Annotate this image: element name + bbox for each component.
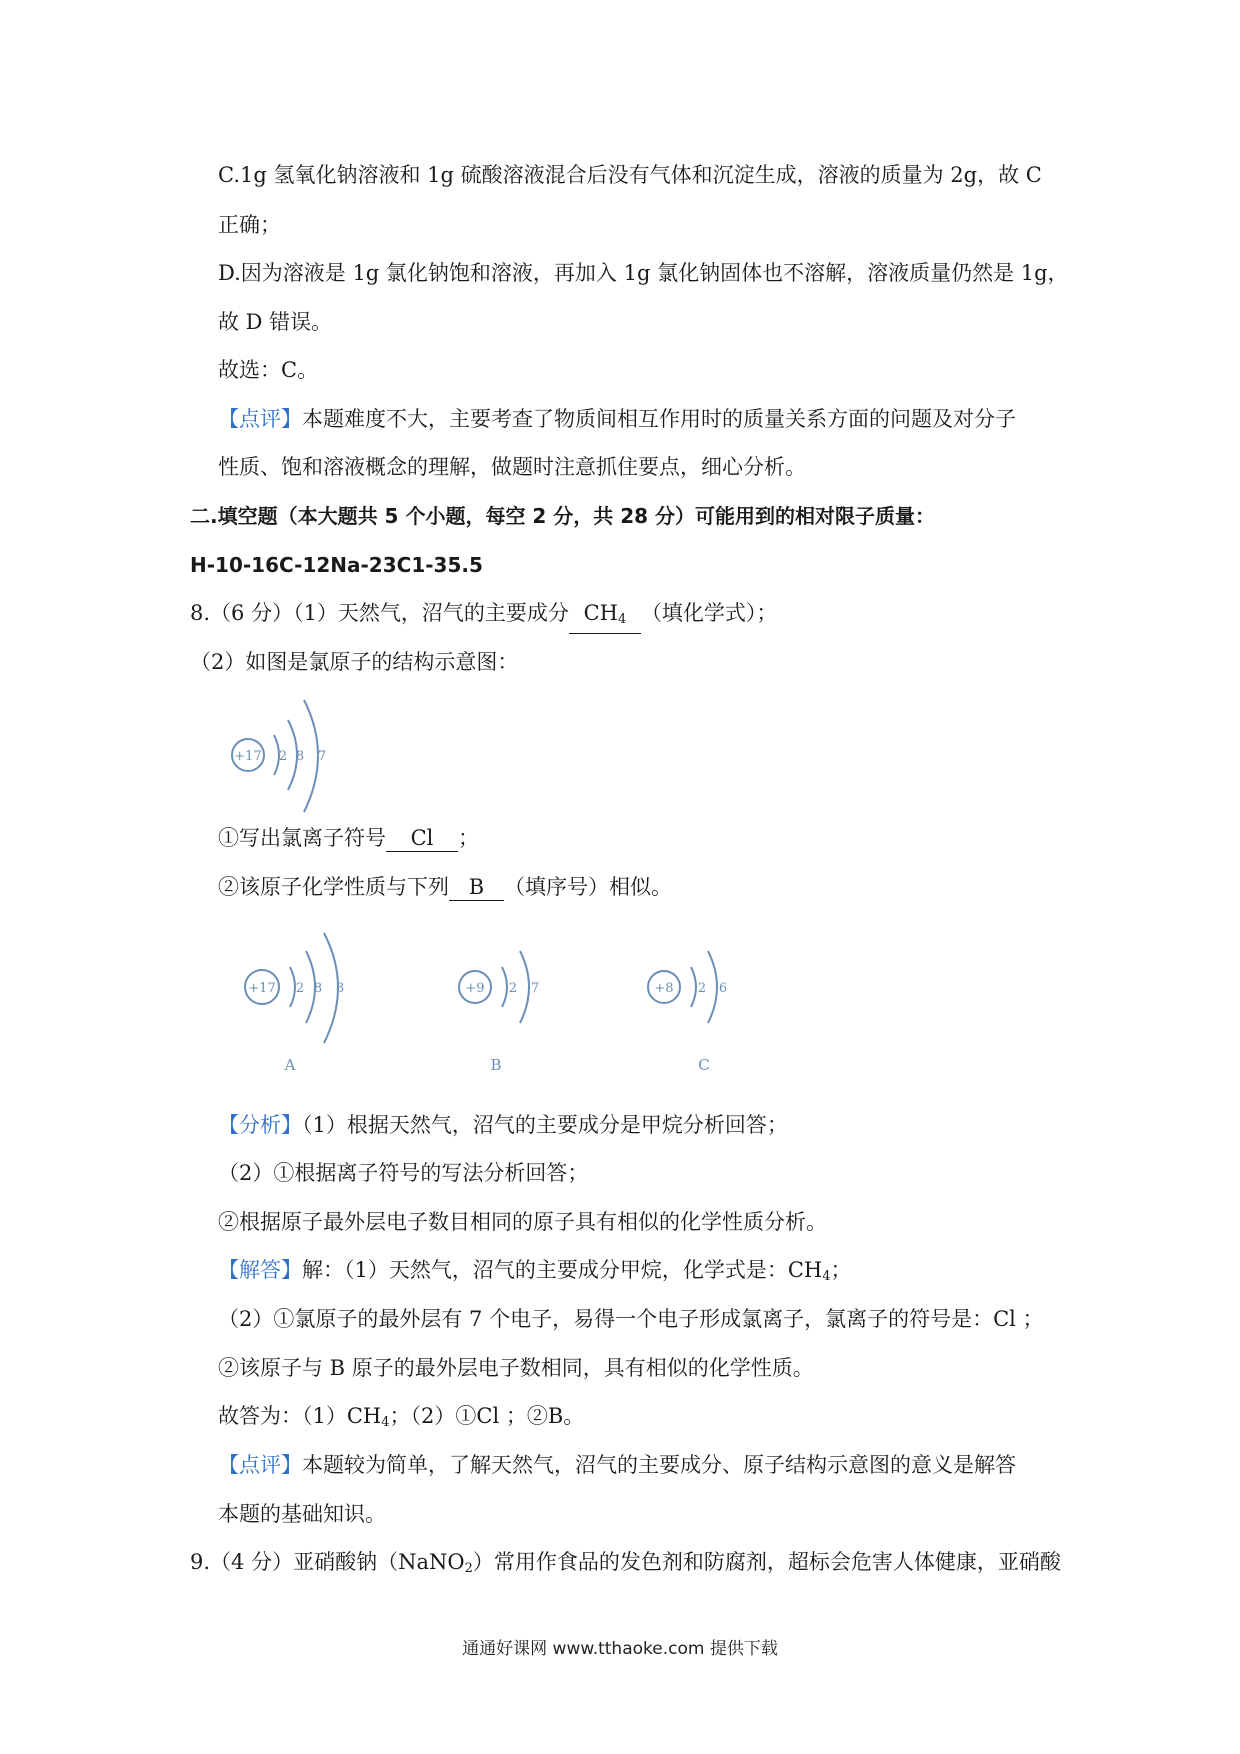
option-diagrams bbox=[230, 925, 770, 1085]
line-d-option: D.因为溶液是 1g 氯化钠饱和溶液，再加入 1g 氯化钠固体也不溶解，溶液质量仍然是 1g， bbox=[218, 261, 1069, 285]
question-9: 9.（4 分）亚硝酸钠（NaNO$_2$）常用作食品的发色剂和防腐剂，超标会危害人体健康，亚硝酸 bbox=[190, 1550, 1061, 1576]
review-1: 【点评】本题难度不大，主要考查了物质间相互作用时的质量关系方面的问题及对分子 bbox=[218, 407, 1016, 431]
question-8-part2: （2）如图是氯原子的结构示意图： bbox=[190, 650, 519, 674]
option-a-diagram bbox=[245, 933, 344, 1074]
answer-blank-cl: Cl bbox=[386, 825, 458, 852]
nucleus-label: +17 bbox=[234, 749, 262, 764]
shell-label: 2 bbox=[295, 981, 305, 996]
nucleus-label: +9 bbox=[465, 981, 485, 996]
shell-label: 8 bbox=[313, 981, 323, 996]
answer-3: ②该原子与 B 原子的最外层电子数相同，具有相似的化学性质。 bbox=[218, 1356, 814, 1380]
final-answer: 故答为：$(1)CH_4$；（2）①Cl ；②B。 bbox=[218, 1404, 585, 1430]
section-masses: H-10-16C-12Na-23C1-35.5 bbox=[190, 553, 483, 577]
section-heading: 二.填空题（本大题共 5 个小题，每空 2 分，共 28 分）可能用到的相对限子质量： bbox=[190, 504, 936, 528]
review-1-cont: 性质、饱和溶液概念的理解，做题时注意抓住要点，细心分析。 bbox=[218, 455, 806, 479]
page-footer: 通通好课网 www.tthaoke.com 提供下载 bbox=[462, 1639, 778, 1659]
answer-1: 【解答】解：（1）天然气，沼气的主要成分甲烷，化学式是：$CH_4$； bbox=[218, 1258, 852, 1284]
analysis-2: （2）①根据离子符号的写法分析回答； bbox=[218, 1161, 589, 1185]
line-c-option-cont: 正确； bbox=[218, 213, 281, 237]
shell-label: 8 bbox=[295, 749, 305, 764]
line-d-option-cont: 故 D 错误。 bbox=[218, 310, 333, 334]
option-b-diagram bbox=[459, 951, 539, 1074]
question-8-ii: ②该原子化学性质与下列 B （填序号）相似。 bbox=[218, 875, 672, 899]
analysis-tag: 【分析】 bbox=[218, 1113, 302, 1137]
shell-label: 2 bbox=[508, 981, 518, 996]
review-2: 【点评】本题较为简单，了解天然气，沼气的主要成分、原子结构示意图的意义是解答 bbox=[218, 1453, 1016, 1477]
answer-tag: 【解答】 bbox=[218, 1258, 302, 1282]
question-8-i: ①写出氯离子符号 Cl ； bbox=[218, 826, 479, 850]
answer-blank-ch4: $CH_4$ bbox=[569, 600, 641, 634]
shell-label: 7 bbox=[530, 981, 540, 996]
option-label: C bbox=[698, 1056, 710, 1074]
line-c-option: C.1g 氢氧化钠溶液和 1g 硫酸溶液混合后没有气体和沉淀生成，溶液的质量为 2g，故 C bbox=[218, 163, 1042, 187]
shell-label: 8 bbox=[335, 981, 345, 996]
question-8: 8.（6 分）（1）天然气，沼气的主要成分 $CH_4$ （填化学式）； bbox=[190, 598, 777, 634]
shell-label: 7 bbox=[317, 749, 327, 764]
answer-blank-b: B bbox=[449, 874, 504, 901]
line-choice: 故选：C。 bbox=[218, 358, 319, 382]
analysis-1: 【分析】（1）根据天然气，沼气的主要成分是甲烷分析回答； bbox=[218, 1113, 788, 1137]
analysis-3: ②根据原子最外层电子数目相同的原子具有相似的化学性质分析。 bbox=[218, 1210, 827, 1234]
nucleus-label: +17 bbox=[248, 981, 276, 996]
shell-label: 2 bbox=[697, 981, 707, 996]
chlorine-atom-diagram bbox=[226, 690, 356, 820]
option-label: A bbox=[284, 1056, 296, 1074]
option-label: B bbox=[490, 1056, 502, 1074]
option-c-diagram bbox=[648, 951, 727, 1074]
review-2-cont: 本题的基础知识。 bbox=[218, 1502, 386, 1526]
nucleus-label: +8 bbox=[654, 981, 674, 996]
answer-2: （2）①氯原子的最外层有 7 个电子，易得一个电子形成氯离子，氯离子的符号是：Cl ； bbox=[218, 1307, 1044, 1331]
review-tag: 【点评】 bbox=[218, 1453, 302, 1477]
shell-label: 2 bbox=[278, 749, 288, 764]
shell-label: 6 bbox=[718, 981, 728, 996]
review-tag: 【点评】 bbox=[218, 407, 302, 431]
